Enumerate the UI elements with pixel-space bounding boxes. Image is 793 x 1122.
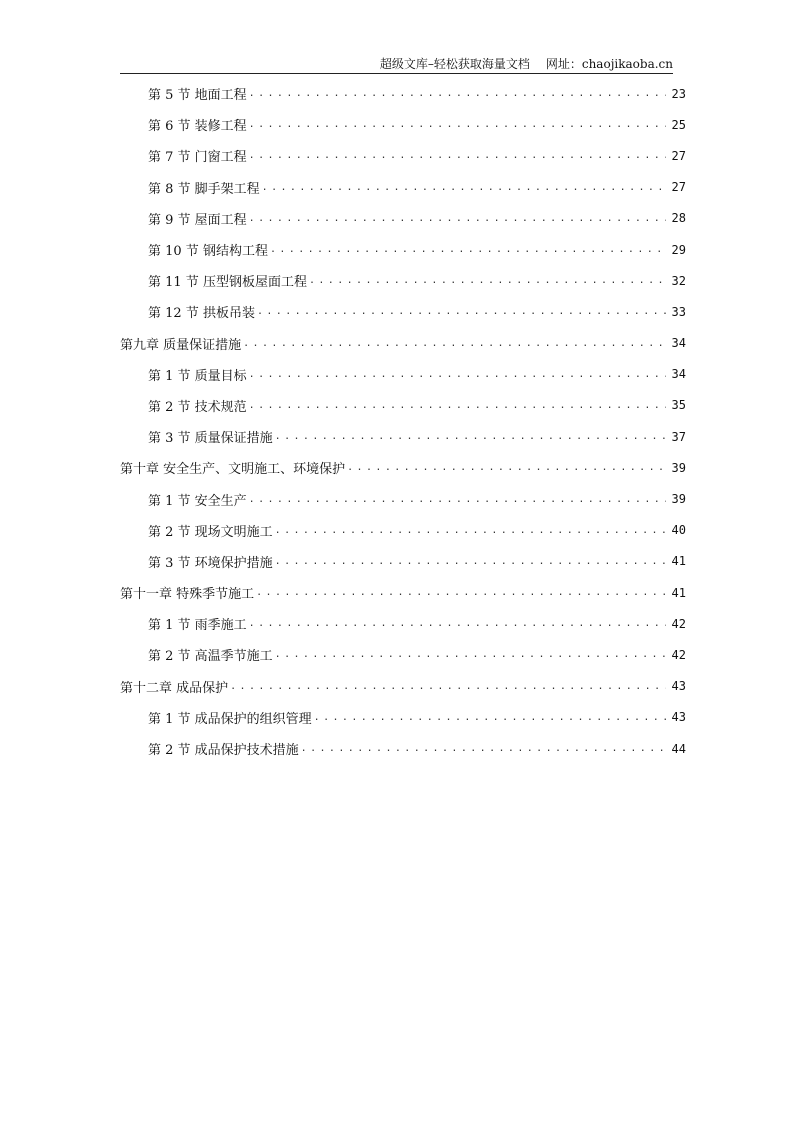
- toc-section-entry[interactable]: [120, 203, 686, 234]
- toc-section-entry[interactable]: [120, 733, 686, 764]
- toc-page-number: 27: [671, 148, 686, 163]
- toc-section-entry[interactable]: [120, 421, 686, 452]
- toc-dot-leader: [249, 400, 666, 411]
- toc-chapter-entry[interactable]: [120, 577, 686, 608]
- toc-entry-label: 第 1 节 质量目标: [148, 368, 247, 384]
- toc-page-number: 33: [671, 304, 686, 319]
- toc-section-entry[interactable]: [120, 702, 686, 733]
- toc-entry-label: 第十一章 特殊季节施工: [120, 587, 255, 603]
- toc-section-entry[interactable]: [120, 483, 686, 514]
- toc-page-number: 23: [671, 86, 686, 101]
- toc-dot-leader: [309, 275, 666, 286]
- toc-dot-leader: [230, 681, 666, 692]
- toc-entry-label: 第 5 节 地面工程: [148, 88, 247, 104]
- header-site-name: 超级文库–轻松获取海量文档: [379, 57, 530, 71]
- toc-entry-label: 第 2 节 成品保护技术措施: [148, 743, 299, 759]
- toc-dot-leader: [249, 150, 666, 161]
- toc-section-entry[interactable]: [120, 172, 686, 203]
- toc-page-number: 34: [671, 336, 686, 351]
- toc-entry-label: 第 10 节 钢结构工程: [148, 244, 268, 260]
- toc-chapter-entry[interactable]: [120, 452, 686, 483]
- toc-dot-leader: [275, 525, 666, 536]
- toc-section-entry[interactable]: [120, 359, 686, 390]
- toc-page-number: 25: [671, 117, 686, 132]
- toc-dot-leader: [262, 182, 666, 193]
- toc-dot-leader: [301, 743, 666, 754]
- toc-page-number: 39: [671, 460, 686, 475]
- toc-page-number: 29: [671, 242, 686, 257]
- toc-entry-label: 第 11 节 压型钢板屋面工程: [148, 275, 307, 291]
- toc-section-entry[interactable]: [120, 296, 686, 327]
- toc-page-number: 44: [671, 741, 686, 756]
- toc-entry-label: 第 2 节 高温季节施工: [148, 649, 273, 665]
- toc-dot-leader: [249, 369, 666, 380]
- toc-entry-label: 第 3 节 质量保证措施: [148, 431, 273, 447]
- page-header: [120, 57, 673, 74]
- toc-entry-label: 第九章 质量保证措施: [120, 337, 242, 353]
- toc-page-number: 42: [671, 616, 686, 631]
- toc-page-number: 41: [671, 585, 686, 600]
- toc-dot-leader: [314, 712, 666, 723]
- toc-page-number: 37: [671, 429, 686, 444]
- table-of-contents: [120, 78, 686, 764]
- toc-entry-label: 第 1 节 成品保护的组织管理: [148, 711, 312, 727]
- toc-chapter-entry[interactable]: [120, 328, 686, 359]
- toc-section-entry[interactable]: [120, 109, 686, 140]
- header-site-url: 网址：chaojikaoba.cn: [545, 57, 673, 71]
- toc-entry-label: 第 2 节 技术规范: [148, 399, 247, 415]
- toc-entry-label: 第 1 节 安全生产: [148, 493, 247, 509]
- toc-section-entry[interactable]: [120, 608, 686, 639]
- toc-dot-leader: [275, 556, 666, 567]
- toc-page-number: 42: [671, 647, 686, 662]
- toc-dot-leader: [249, 618, 666, 629]
- toc-page-number: 43: [671, 710, 686, 725]
- toc-section-entry[interactable]: [120, 639, 686, 670]
- toc-section-entry[interactable]: [120, 546, 686, 577]
- toc-entry-label: 第 8 节 脚手架工程: [148, 181, 260, 197]
- toc-dot-leader: [249, 88, 666, 99]
- toc-page-number: 41: [671, 554, 686, 569]
- toc-section-entry[interactable]: [120, 78, 686, 109]
- toc-dot-leader: [243, 338, 666, 349]
- toc-entry-label: 第 3 节 环境保护措施: [148, 555, 273, 571]
- toc-entry-label: 第十二章 成品保护: [120, 680, 229, 696]
- toc-entry-label: 第 6 节 装修工程: [148, 119, 247, 135]
- toc-section-entry[interactable]: [120, 515, 686, 546]
- toc-dot-leader: [256, 587, 666, 598]
- toc-chapter-entry[interactable]: [120, 671, 686, 702]
- toc-page-number: 34: [671, 367, 686, 382]
- toc-page-number: 35: [671, 398, 686, 413]
- toc-section-entry[interactable]: [120, 234, 686, 265]
- toc-section-entry[interactable]: [120, 265, 686, 296]
- toc-entry-label: 第十章 安全生产、文明施工、环境保护: [120, 462, 346, 478]
- toc-dot-leader: [249, 119, 666, 130]
- toc-section-entry[interactable]: [120, 140, 686, 171]
- toc-dot-leader: [249, 494, 666, 505]
- toc-dot-leader: [347, 462, 666, 473]
- toc-dot-leader: [270, 244, 666, 255]
- toc-page-number: 32: [671, 273, 686, 288]
- toc-entry-label: 第 12 节 拱板吊装: [148, 306, 255, 322]
- toc-entry-label: 第 9 节 屋面工程: [148, 212, 247, 228]
- toc-page-number: 28: [671, 211, 686, 226]
- toc-dot-leader: [275, 649, 666, 660]
- toc-dot-leader: [249, 213, 666, 224]
- toc-page-number: 43: [671, 679, 686, 694]
- toc-dot-leader: [257, 306, 666, 317]
- toc-page-number: 40: [671, 523, 686, 538]
- toc-entry-label: 第 7 节 门窗工程: [148, 150, 247, 166]
- toc-entry-label: 第 2 节 现场文明施工: [148, 524, 273, 540]
- toc-section-entry[interactable]: [120, 390, 686, 421]
- toc-page-number: 39: [671, 492, 686, 507]
- toc-dot-leader: [275, 431, 666, 442]
- toc-entry-label: 第 1 节 雨季施工: [148, 618, 247, 634]
- toc-page-number: 27: [671, 180, 686, 195]
